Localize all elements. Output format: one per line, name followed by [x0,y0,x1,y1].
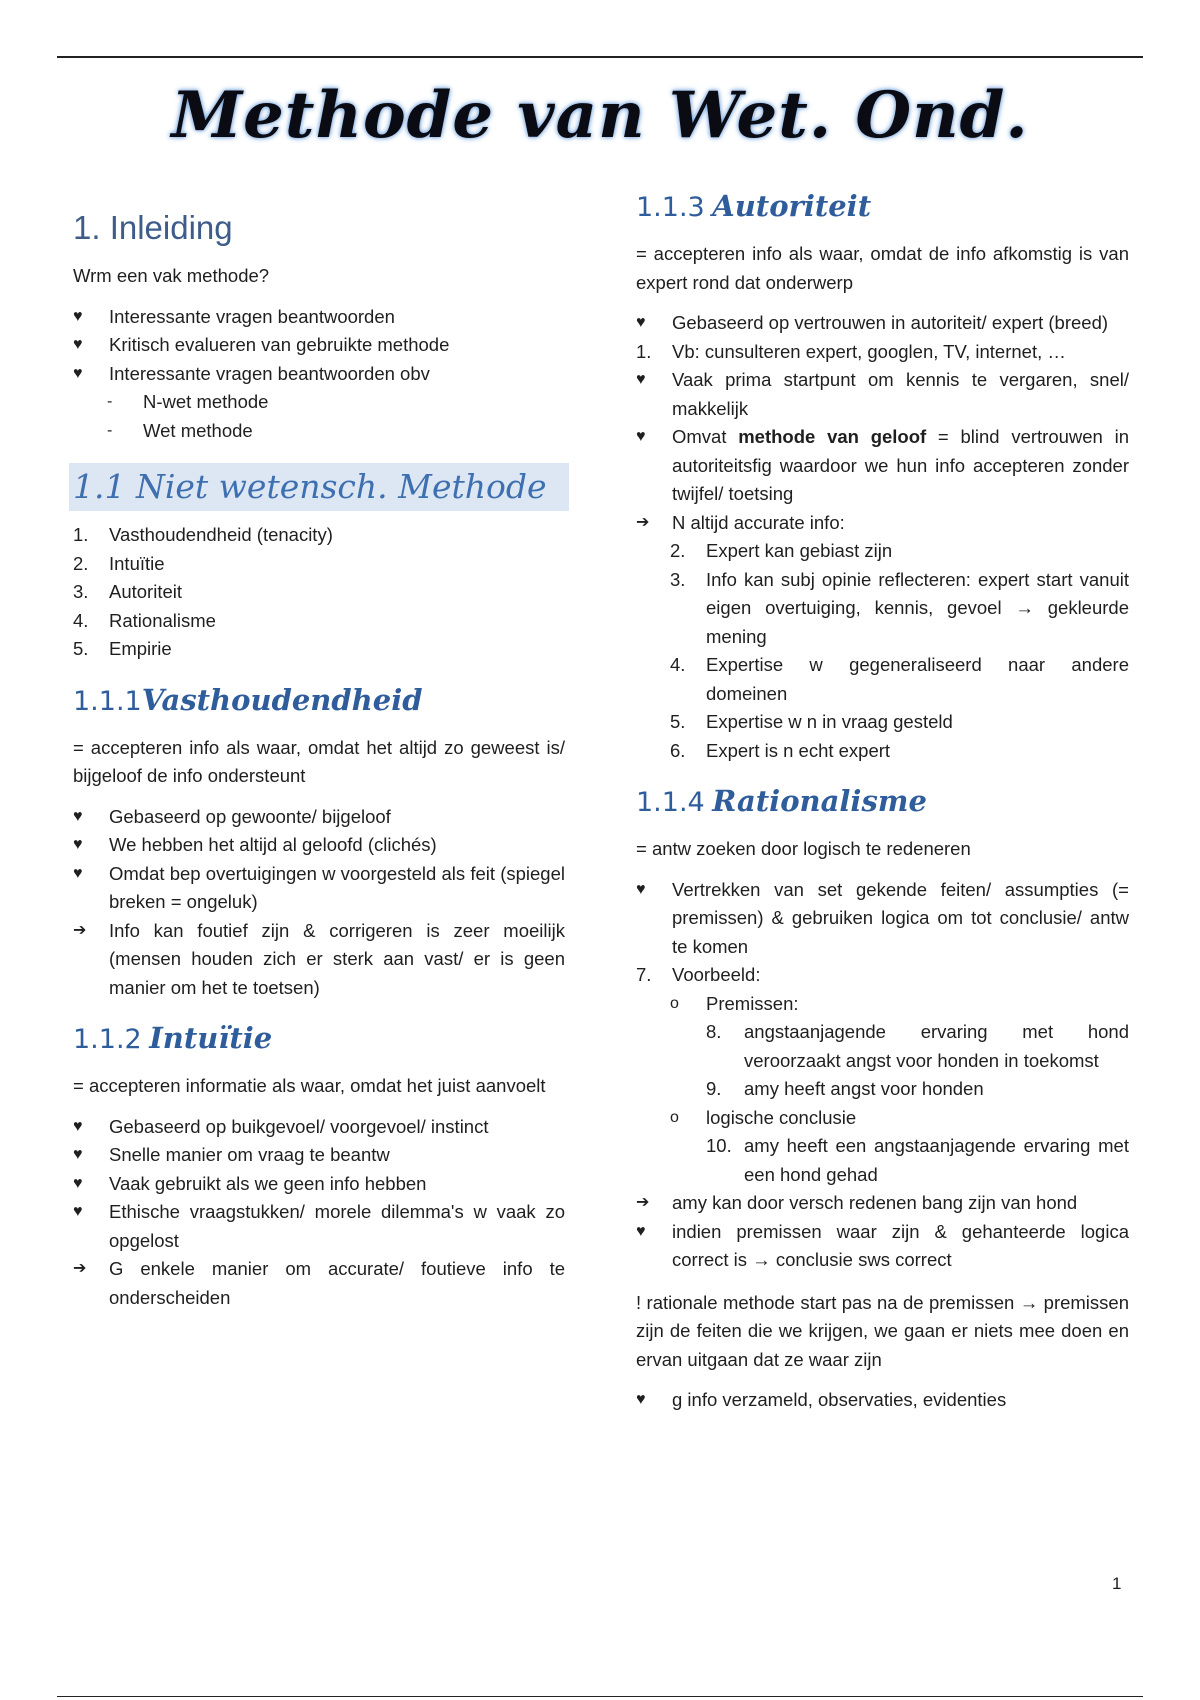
list-item: 8. angstaanjagende ervaring met hond veroorzaakt angst voor honden in toekomst [706,1021,1129,1071]
definition-text: = antw zoeken door logisch te redeneren [636,838,971,859]
left-column [73,208,565,1326]
list-item: 5. Empirie [73,638,172,659]
list-item: 4. Rationalisme [73,609,216,631]
heart-bullet-icon: ♥ [73,336,83,353]
definition-text: = accepteren informatie als waar, omdat het juist aanvoelt [73,1075,546,1096]
heart-bullet-icon: ♥ [636,371,646,388]
heart-bullet-icon: ♥ [636,1222,646,1240]
heart-bullet-icon: ♥ [636,314,646,331]
list-item: ♥ Omdat bep overtuigingen w voorgesteld als feit (spiegel breken = ongeluk) [73,860,565,917]
list-item: ♥ Ethische vraagstukken/ morele dilemma's w vaak zo opgelost [73,1198,565,1255]
bottom-rule [57,1696,1143,1697]
list-item: ♥ Interessante vragen beantwoorden obv [73,360,565,389]
document-title: Methode van Wet. Ond. [171,78,1029,153]
heart-bullet-icon: ♥ [636,880,646,898]
arrow-right-icon: ➔ [636,1194,650,1211]
list-item: ♥ Kritisch evalueren van gebruikte methode [73,331,565,360]
intro-question: Wrm een vak methode? [73,265,270,286]
note-text: ! rationale methode start pas na de premissen → premissen zijn de feiten die we krijgen, we gaan er niets mee doen en ervan uitgaan dat ze waar zijn [636,1291,1129,1370]
list-item: ♥ We hebben het altijd al geloofd (clichés) [73,831,565,860]
subsection-heading-intuitie: 1.1.2 Intuïtie [73,1021,273,1055]
list-item: ♥ Vaak prima startpunt om kennis te vergaren, snel/ makkelijk [636,366,1129,423]
list-item: 2. Expert kan gebiast zijn [670,540,893,561]
list-item: 2. Intuïtie [73,552,165,574]
right-column [636,186,1129,1429]
subsection-heading-vasthoudendheid: 1.1.1Vasthoudendheid [73,682,423,717]
list-item: 10. amy heeft een angstaanjagende ervaring met een hond gehad [706,1135,1129,1185]
circle-bullet-icon: o [670,994,679,1012]
list-item: 7. Voorbeeld: [636,964,761,985]
heart-bullet-icon: ♥ [73,864,83,882]
list-item: ♥ Interessante vragen beantwoorden [73,303,565,332]
list-item: 4. Expertise w gegeneraliseerd naar andere domeinen [670,654,1129,704]
vasthoudendheid-list [73,803,565,1003]
list-item: ➔ Info kan foutief zijn & corrigeren is zeer moeilijk (mensen houden zich er sterk aan vast/ er is geen manier om het te toetsen) [73,917,565,1003]
list-item: ♥ Vaak gebruikt als we geen info hebben [73,1170,565,1199]
arrow-right-icon: ➔ [73,1260,87,1277]
rationalisme-list [636,876,1129,1275]
list-item: 6. Expert is n echt expert [670,739,891,761]
heart-bullet-icon: ♥ [73,1174,83,1192]
heart-bullet-icon: ♥ [73,1117,83,1135]
section-heading-niet-wetensch: 1.1 Niet wetensch. Methode [69,463,569,511]
list-item: ♥ Omvat methode van geloof = blind vertrouwen in autoriteitsfig waardoor we hun info accepteren zonder twijfel/ toetsing [636,423,1129,509]
arrow-right-icon: ➔ [636,513,650,531]
top-rule [57,56,1143,58]
list-item: 1. Vb: cunsulteren expert, googlen, TV, internet, … [636,340,1066,362]
list-item: ♥ g info verzameld, observaties, evidenties [636,1386,1129,1415]
page-number: 1 [1112,1574,1122,1593]
list-item: ♥ Snelle manier om vraag te beantw [73,1141,565,1170]
circle-bullet-icon: o [670,1108,679,1126]
dash-bullet-icon: - [107,421,113,439]
autoriteit-list [636,309,1129,765]
methods-list [73,521,565,664]
list-item: 3. Info kan subj opinie reflecteren: expert start vanuit eigen overtuiging, kennis, gevoel → gekleurde mening [670,568,1129,647]
list-item: ➔ N altijd accurate info: [636,509,1129,538]
intuitie-list [73,1113,565,1313]
list-item: ♥ Gebaseerd op vertrouwen in autoriteit/ expert (breed) [636,309,1129,338]
subsection-heading-autoriteit: 1.1.3 Autoriteit [636,189,872,223]
list-item: ➔ G enkele manier om accurate/ foutieve info te onderscheiden [73,1255,565,1312]
list-item: 5. Expertise w n in vraag gesteld [670,711,953,732]
heart-bullet-icon: ♥ [73,1146,83,1163]
arrow-right-icon: ➔ [73,921,87,939]
definition-text: = accepteren info als waar, omdat de info afkomstig is van expert rond dat onderwerp [636,243,1129,293]
definition-text: = accepteren info als waar, omdat het altijd zo geweest is/ bijgeloof de info ondersteunt [73,736,565,786]
subsection-heading-rationalisme: 1.1.4 Rationalisme [636,784,927,818]
list-item: 9. amy heeft angst voor honden [706,1078,984,1099]
list-item: ♥ indien premissen waar zijn & gehanteerde logica correct is → conclusie sws correct [636,1218,1129,1275]
list-item: ♥ Vertrekken van set gekende feiten/ assumpties (= premissen) & gebruiken logica om tot conclusie/ antw te komen [636,876,1129,962]
section-heading-inleiding: 1. Inleiding [73,209,233,246]
heart-bullet-icon: ♥ [73,1203,83,1220]
heart-bullet-icon: ♥ [73,836,83,853]
list-item: - N-wet methode [73,388,565,417]
heart-bullet-icon: ♥ [73,807,83,825]
dash-bullet-icon: - [107,393,113,410]
list-item: 1. Vasthoudendheid (tenacity) [73,524,333,545]
heart-bullet-icon: ♥ [73,307,83,325]
list-item: ♥ Gebaseerd op buikgevoel/ voorgevoel/ instinct [73,1113,565,1142]
list-item: ♥ Gebaseerd op gewoonte/ bijgeloof [73,803,565,832]
rationalisme-list-2 [636,1386,1129,1415]
list-item: - Wet methode [73,417,565,446]
list-item: 3. Autoriteit [73,581,183,602]
heart-bullet-icon: ♥ [73,364,83,382]
list-item: o Premissen: [636,990,1129,1019]
heart-bullet-icon: ♥ [636,1391,646,1408]
list-item: ➔ amy kan door versch redenen bang zijn van hond [636,1189,1129,1218]
intro-list [73,303,565,446]
list-item: o logische conclusie [636,1104,1129,1133]
heart-bullet-icon: ♥ [636,428,646,445]
